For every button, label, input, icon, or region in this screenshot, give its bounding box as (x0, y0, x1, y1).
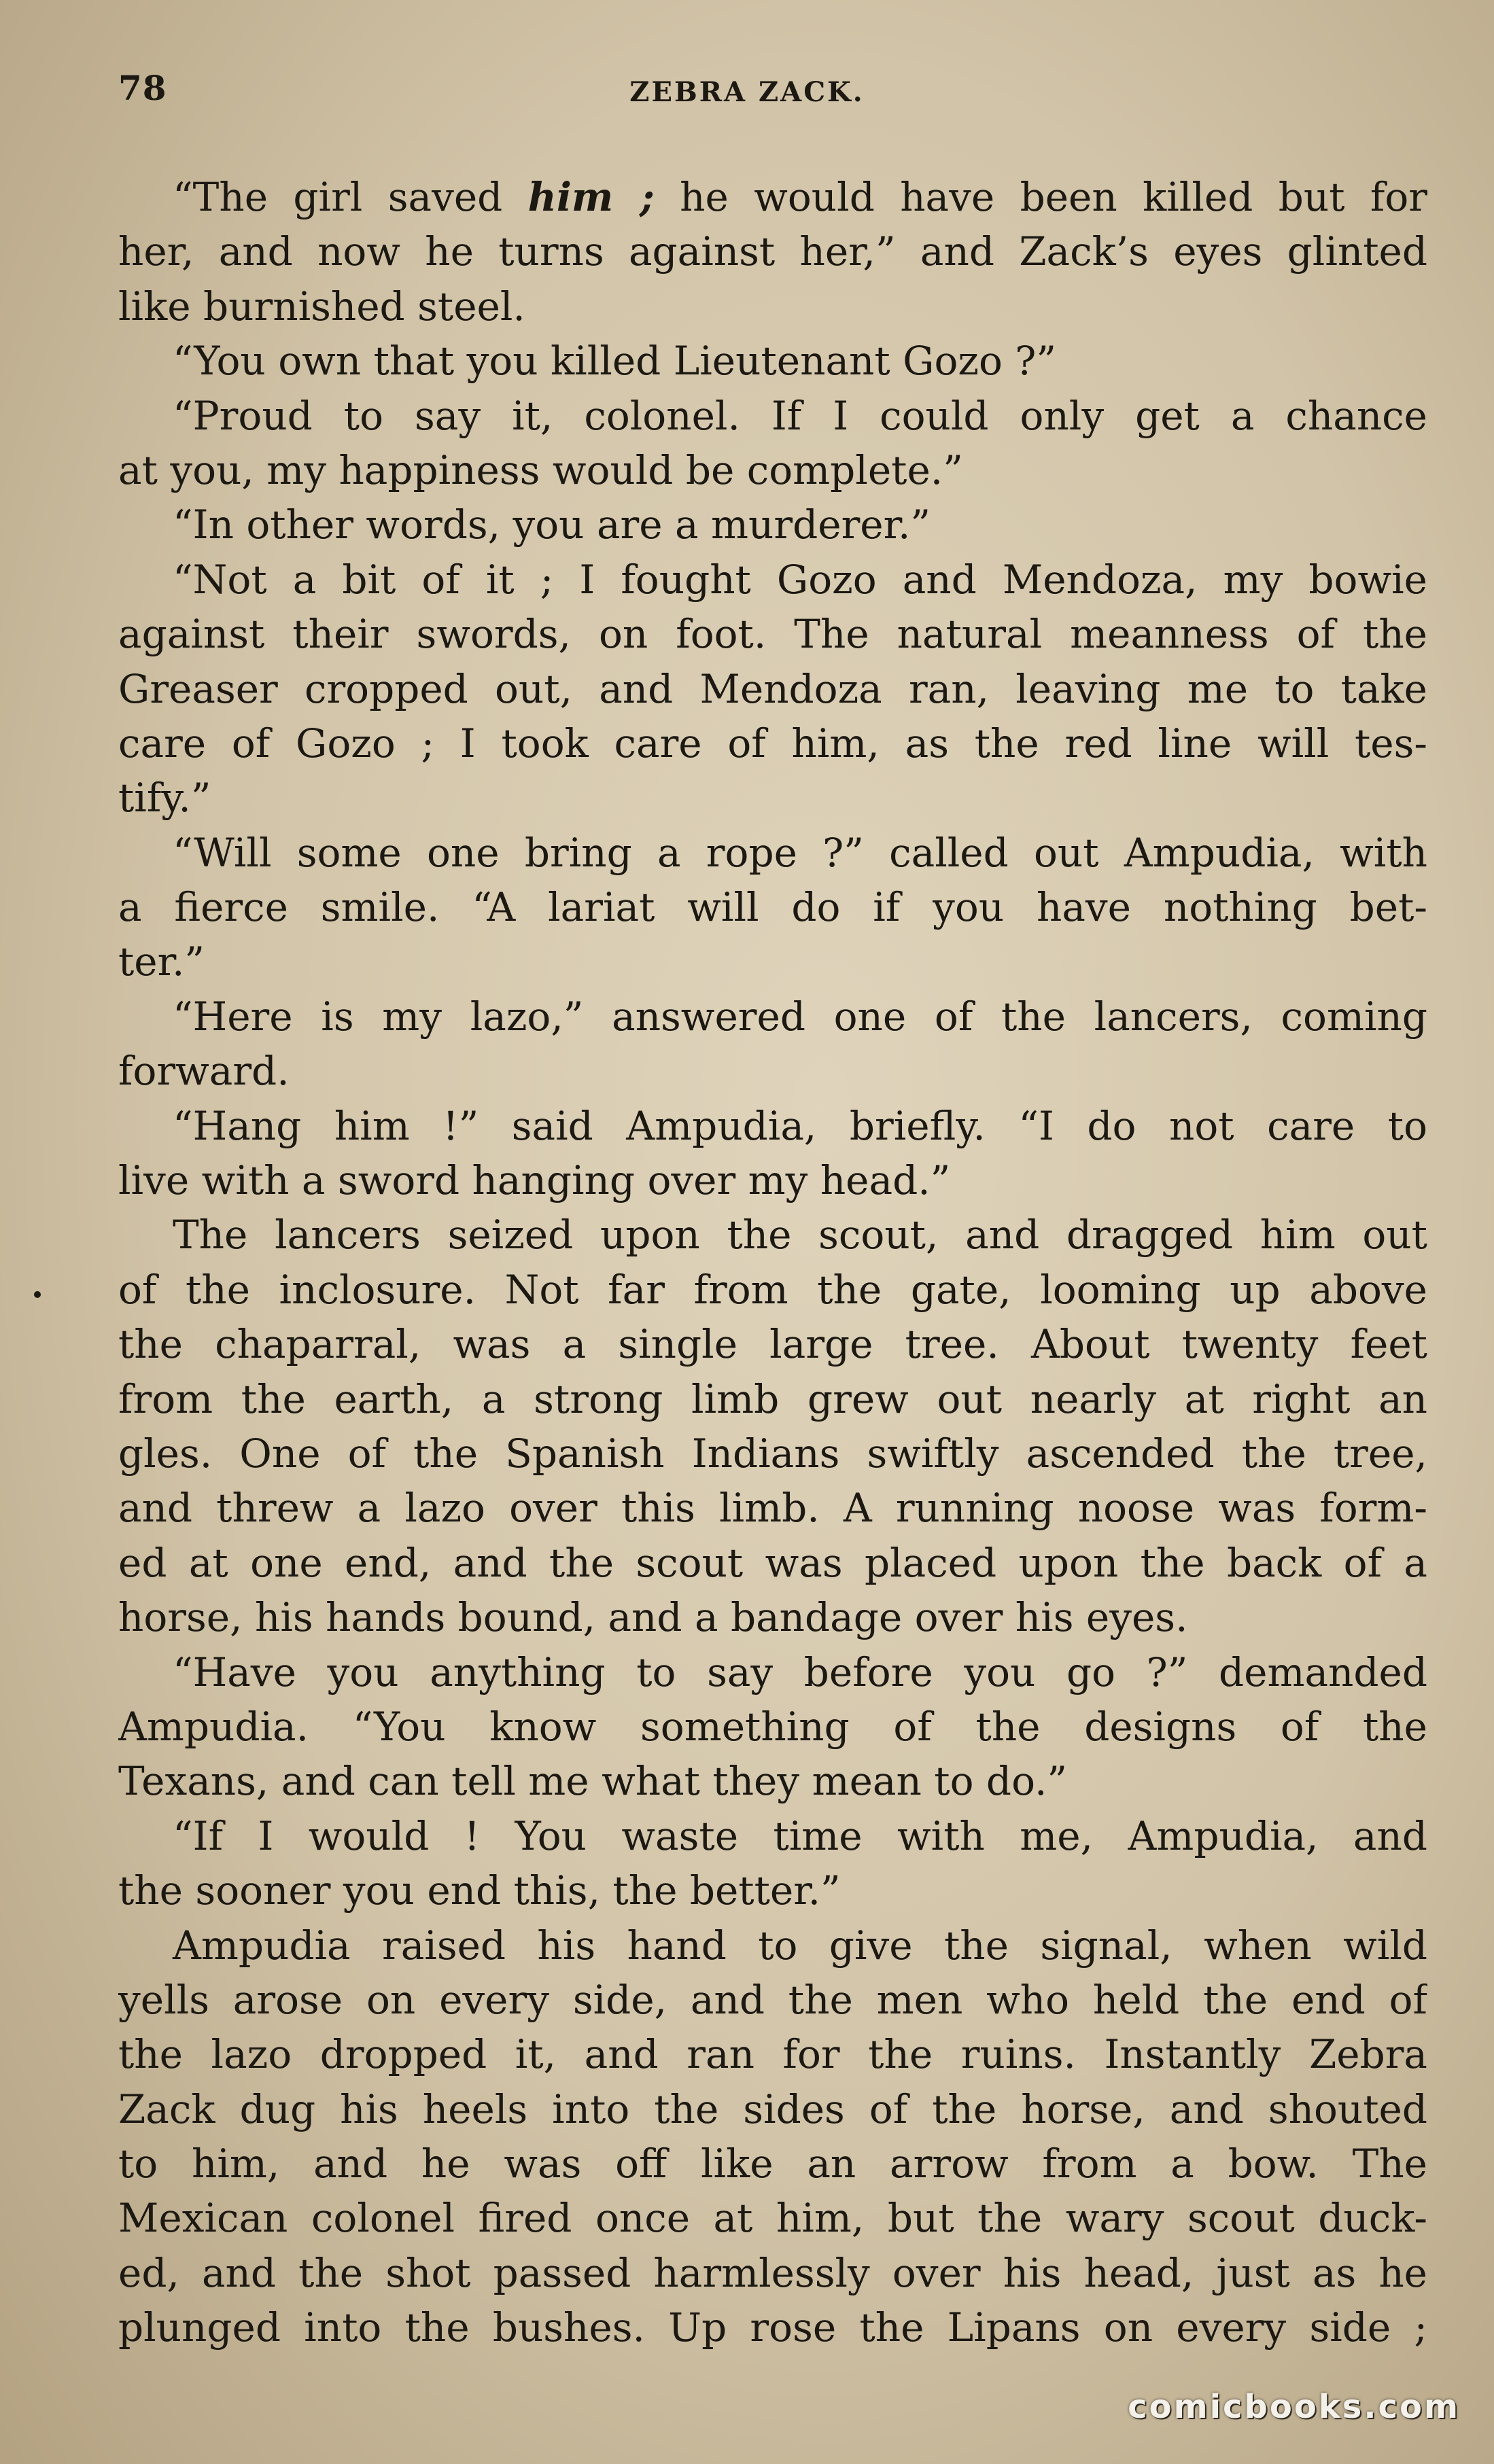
text-line (118, 826, 1427, 880)
text-line (118, 170, 1427, 224)
text-segment: “If I would ! You waste time with me, Ampudia, and (173, 1812, 1427, 1859)
running-head: ZEBRA ZACK. (629, 76, 865, 108)
text-segment: to him, and he was off like an arrow from a bow. The (118, 2141, 1427, 2187)
text-segment: live with a sword hanging over my head.” (118, 1157, 951, 1204)
text-line (118, 2027, 1427, 2081)
text-line (118, 1153, 1427, 1208)
text-segment: of the inclosure. Not far from the gate, looming up above (118, 1266, 1427, 1313)
text-segment: “The girl saved (173, 174, 528, 220)
text-segment: Greaser cropped out, and Mendoza ran, leaving me to take (118, 665, 1427, 712)
text-segment: ed, and the shot passed harmlessly over his head, just as he (118, 2249, 1427, 2296)
text-line (118, 1918, 1427, 1973)
text-line (118, 2082, 1427, 2136)
text-segment: Texans, and can tell me what they mean to do.” (118, 1758, 1068, 1805)
text-segment: care of Gozo ; I took care of him, as the red line will tes- (118, 720, 1427, 767)
watermark: comicbooks.com (1128, 2388, 1460, 2426)
text-segment: at you, my happiness would be complete.” (118, 446, 963, 493)
body-text (118, 170, 1427, 2355)
text-segment: “Will some one bring a rope ?” called out Ampudia, with (173, 829, 1427, 876)
text-line (118, 279, 1427, 334)
text-line (118, 497, 1427, 552)
text-segment: Zack dug his heels into the sides of the horse, and shouted (118, 2085, 1427, 2132)
text-segment: he would have been killed but for (654, 174, 1427, 220)
text-segment: The lancers seized upon the scout, and dragged him out (173, 1212, 1427, 1259)
text-segment: tify.” (118, 775, 211, 822)
text-segment: Ampudia raised his hand to give the signal, when wild (173, 1922, 1427, 1969)
text-line (118, 224, 1427, 279)
text-line (118, 552, 1427, 607)
text-segment: “In other words, you are a murderer.” (173, 501, 931, 548)
text-segment: forward. (118, 1048, 290, 1095)
text-segment: like burnished steel. (118, 283, 525, 330)
text-line (118, 1809, 1427, 1863)
text-segment: “Have you anything to say before you go ?” demanded (173, 1649, 1427, 1695)
text-line (118, 662, 1427, 716)
text-segment: Mexican colonel fired once at him, but the wary scout duck- (118, 2195, 1427, 2242)
text-line (118, 1426, 1427, 1481)
text-segment: “Not a bit of it ; I fought Gozo and Mendoza, my bowie (173, 556, 1427, 603)
text-line (118, 1536, 1427, 1590)
text-line (118, 1590, 1427, 1644)
text-line (118, 1208, 1427, 1262)
ink-speck (34, 1291, 41, 1298)
text-segment: ter.” (118, 938, 205, 985)
text-segment: the lazo dropped it, and ran for the ruins. Instantly Zebra (118, 2031, 1427, 2078)
text-line (118, 1099, 1427, 1153)
text-line (118, 334, 1427, 388)
text-line (118, 1263, 1427, 1317)
text-line (118, 716, 1427, 771)
text-segment: “You own that you killed Lieutenant Gozo ?” (173, 338, 1057, 385)
text-line (118, 880, 1427, 934)
text-line (118, 607, 1427, 661)
text-line (118, 1973, 1427, 2027)
text-line (118, 1700, 1427, 1754)
text-segment: horse, his hands bound, and a bandage over his eyes. (118, 1594, 1188, 1641)
text-line (118, 1044, 1427, 1098)
text-line (118, 443, 1427, 497)
text-line (118, 1317, 1427, 1371)
text-segment: plunged into the bushes. Up rose the Lipans on every side ; (118, 2304, 1427, 2351)
text-segment: the sooner you end this, the better.” (118, 1867, 841, 1914)
text-line (118, 2191, 1427, 2245)
text-line (118, 934, 1427, 989)
text-segment: “Hang him !” said Ampudia, briefly. “I do not care to (173, 1102, 1427, 1149)
text-segment: the chaparral, was a single large tree. About twenty feet (118, 1321, 1427, 1368)
text-line (118, 1754, 1427, 1808)
emphasized-word: him ; (527, 174, 655, 220)
text-line (118, 1481, 1427, 1535)
text-segment: from the earth, a strong limb grew out nearly at right an (118, 1375, 1427, 1422)
text-line (118, 1645, 1427, 1700)
text-line (118, 2300, 1427, 2355)
text-segment: her, and now he turns against her,” and Zack’s eyes glinted (118, 228, 1427, 275)
page-number: 78 (118, 68, 167, 108)
text-segment: against their swords, on foot. The natural meanness of the (118, 611, 1427, 658)
text-line (118, 1863, 1427, 1918)
text-line (118, 1372, 1427, 1426)
text-segment: Ampudia. “You know something of the designs of the (118, 1703, 1427, 1750)
text-line (118, 2136, 1427, 2191)
text-line (118, 771, 1427, 825)
text-segment: and threw a lazo over this limb. A running noose was form- (118, 1485, 1427, 1532)
text-segment: a fierce smile. “A lariat will do if you have nothing bet- (118, 884, 1427, 931)
text-segment: gles. One of the Spanish Indians swiftly ascended the tree, (118, 1430, 1427, 1477)
text-segment: “Proud to say it, colonel. If I could only get a chance (173, 392, 1427, 439)
text-line (118, 389, 1427, 443)
text-segment: ed at one end, and the scout was placed upon the back of a (118, 1539, 1427, 1586)
text-segment: “Here is my lazo,” answered one of the lancers, coming (173, 993, 1427, 1040)
text-segment: yells arose on every side, and the men who held the end of (118, 1976, 1427, 2023)
text-line (118, 2246, 1427, 2300)
text-line (118, 989, 1427, 1044)
